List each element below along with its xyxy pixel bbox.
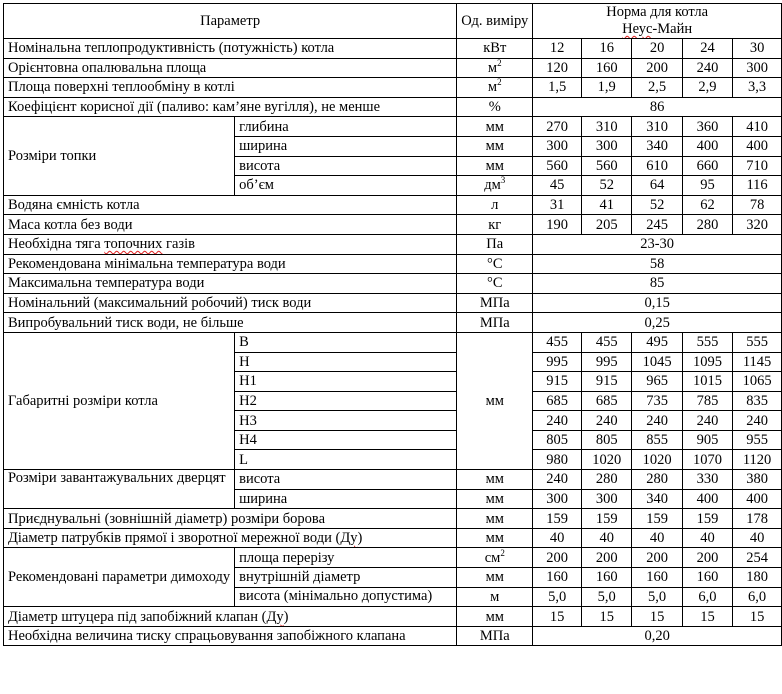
unit-cell: мм xyxy=(457,332,533,469)
value-cell: 785 xyxy=(682,391,732,411)
spellcheck-word: Ду xyxy=(340,530,358,547)
param-cell: Номінальна теплопродуктивність (потужність) котла xyxy=(4,39,457,59)
header-norm-line2 xyxy=(537,21,777,38)
param-cell: Маса котла без води xyxy=(4,215,457,235)
unit-cell: мм xyxy=(457,156,533,176)
value-cell: 40 xyxy=(733,528,782,548)
value-cell: 30 xyxy=(733,39,782,59)
param-cell-firebox: Розміри топки xyxy=(4,117,235,195)
value-cell: 160 xyxy=(582,568,632,588)
header-norm-brand: Неус xyxy=(622,21,653,37)
sub-param-cell: висота xyxy=(235,470,457,490)
value-cell: 240 xyxy=(733,411,782,431)
table-row xyxy=(4,97,782,117)
unit-cell: мм xyxy=(457,470,533,490)
value-cell: 555 xyxy=(682,332,732,352)
value-cell: 116 xyxy=(733,176,782,196)
sub-param-cell: ширина xyxy=(235,489,457,509)
merged-value-cell: 58 xyxy=(533,254,782,274)
value-cell: 610 xyxy=(632,156,682,176)
merged-value-cell: 23-30 xyxy=(533,234,782,254)
table-row xyxy=(4,509,782,529)
unit-cell: МПа xyxy=(457,313,533,333)
value-cell: 1065 xyxy=(733,372,782,392)
param-cell: Рекомендована мінімальна температура води xyxy=(4,254,457,274)
param-cell: Максимальна температура води xyxy=(4,274,457,294)
value-cell: 400 xyxy=(733,136,782,156)
value-cell: 280 xyxy=(582,470,632,490)
value-cell: 240 xyxy=(582,411,632,431)
unit-sup: 2 xyxy=(500,547,505,558)
param-cell-chimney: Рекомендовані параметри димоходу xyxy=(4,548,235,607)
sub-param-cell: H xyxy=(235,352,457,372)
header-norm-line1: Норма для котла xyxy=(606,4,709,20)
value-cell: 455 xyxy=(533,332,582,352)
value-cell: 240 xyxy=(632,411,682,431)
param-cell: Номінальний (максимальний робочий) тиск води xyxy=(4,293,457,313)
unit-cell: мм xyxy=(457,117,533,137)
param-cell: Приєднувальні (зовнішній діаметр) розміри борова xyxy=(4,509,457,529)
value-cell: 5,0 xyxy=(533,587,582,607)
value-cell: 1020 xyxy=(582,450,632,470)
unit-sup: 3 xyxy=(500,175,506,186)
unit-sup: 2 xyxy=(497,58,502,69)
unit-cell xyxy=(457,176,533,196)
value-cell: 15 xyxy=(682,607,732,627)
sub-param-cell: H3 xyxy=(235,411,457,431)
value-cell: 159 xyxy=(582,509,632,529)
value-cell: 45 xyxy=(533,176,582,196)
value-cell: 710 xyxy=(733,156,782,176)
value-cell: 1015 xyxy=(682,372,732,392)
table-row xyxy=(4,332,782,352)
unit-cell: % xyxy=(457,97,533,117)
sub-param-cell: ширина xyxy=(235,136,457,156)
unit-text: см xyxy=(484,549,501,566)
value-cell: 40 xyxy=(582,528,632,548)
value-cell: 965 xyxy=(632,372,682,392)
value-cell: 5,0 xyxy=(582,587,632,607)
value-cell: 5,0 xyxy=(632,587,682,607)
value-cell: 835 xyxy=(733,391,782,411)
param-text: газів xyxy=(162,236,196,253)
sub-param-cell: H4 xyxy=(235,430,457,450)
unit-cell: мм xyxy=(457,568,533,588)
value-cell: 280 xyxy=(682,215,732,235)
param-cell: Орієнтовна опалювальна площа xyxy=(4,58,457,78)
value-cell: 300 xyxy=(733,58,782,78)
param-cell: Необхідна величина тиску спрацьовування запобіжного клапана xyxy=(4,626,457,646)
table-row xyxy=(4,313,782,333)
value-cell: 340 xyxy=(632,489,682,509)
unit-cell: л xyxy=(457,195,533,215)
value-cell: 200 xyxy=(582,548,632,568)
sub-param-cell: висота xyxy=(235,156,457,176)
table-row xyxy=(4,548,782,568)
value-cell: 1070 xyxy=(682,450,732,470)
table-row xyxy=(4,293,782,313)
value-cell: 200 xyxy=(632,58,682,78)
table-row xyxy=(4,528,782,548)
value-cell: 31 xyxy=(533,195,582,215)
param-cell: Площа поверхні теплообміну в котлі xyxy=(4,78,457,98)
value-cell: 915 xyxy=(582,372,632,392)
table-row xyxy=(4,470,782,490)
value-cell: 159 xyxy=(533,509,582,529)
value-cell: 1095 xyxy=(682,352,732,372)
value-cell: 20 xyxy=(632,39,682,59)
unit-cell: кг xyxy=(457,215,533,235)
header-norm xyxy=(533,4,782,39)
value-cell: 160 xyxy=(533,568,582,588)
value-cell: 159 xyxy=(632,509,682,529)
value-cell: 735 xyxy=(632,391,682,411)
header-row xyxy=(4,4,782,39)
value-cell: 310 xyxy=(632,117,682,137)
value-cell: 40 xyxy=(632,528,682,548)
value-cell: 995 xyxy=(582,352,632,372)
header-norm-model: -Майн xyxy=(652,21,693,37)
value-cell: 685 xyxy=(533,391,582,411)
value-cell: 52 xyxy=(582,176,632,196)
value-cell: 16 xyxy=(582,39,632,59)
value-cell: 855 xyxy=(632,430,682,450)
sub-param-cell: H2 xyxy=(235,391,457,411)
value-cell: 6,0 xyxy=(682,587,732,607)
unit-cell: мм xyxy=(457,489,533,509)
sub-param-cell: внутрішній діаметр xyxy=(235,568,457,588)
value-cell: 40 xyxy=(682,528,732,548)
value-cell: 300 xyxy=(582,489,632,509)
value-cell: 400 xyxy=(733,489,782,509)
value-cell: 254 xyxy=(733,548,782,568)
value-cell: 400 xyxy=(682,136,732,156)
param-text: Необхідна тяга xyxy=(8,236,105,253)
table-row xyxy=(4,195,782,215)
value-cell: 240 xyxy=(533,411,582,431)
header-parameter: Параметр xyxy=(4,4,457,39)
value-cell: 15 xyxy=(632,607,682,627)
unit-cell: мм xyxy=(457,607,533,627)
param-cell xyxy=(4,607,457,627)
unit-sup: 2 xyxy=(497,77,502,88)
value-cell: 915 xyxy=(533,372,582,392)
value-cell: 955 xyxy=(733,430,782,450)
value-cell: 1145 xyxy=(733,352,782,372)
table-row xyxy=(4,117,782,137)
table-row xyxy=(4,39,782,59)
sub-param-cell: площа перерізу xyxy=(235,548,457,568)
value-cell: 1,9 xyxy=(582,78,632,98)
param-cell: Коефіцієнт корисної дії (паливо: кам’яне вугілля), не менше xyxy=(4,97,457,117)
value-cell: 560 xyxy=(582,156,632,176)
spellcheck-word: топочних xyxy=(104,236,163,253)
value-cell: 245 xyxy=(632,215,682,235)
value-cell: 190 xyxy=(533,215,582,235)
unit-text: м xyxy=(487,59,498,76)
value-cell: 52 xyxy=(632,195,682,215)
sub-param-cell: глибина xyxy=(235,117,457,137)
value-cell: 560 xyxy=(533,156,582,176)
table-row xyxy=(4,254,782,274)
value-cell: 410 xyxy=(733,117,782,137)
value-cell: 62 xyxy=(682,195,732,215)
value-cell: 160 xyxy=(632,568,682,588)
param-cell xyxy=(4,234,457,254)
sub-param-cell: об’єм xyxy=(235,176,457,196)
param-text: ) xyxy=(357,530,363,547)
sub-param-cell: H1 xyxy=(235,372,457,392)
value-cell: 555 xyxy=(733,332,782,352)
unit-cell xyxy=(457,548,533,568)
value-cell: 240 xyxy=(682,58,732,78)
value-cell: 41 xyxy=(582,195,632,215)
table-row xyxy=(4,274,782,294)
value-cell: 320 xyxy=(733,215,782,235)
boiler-spec-table xyxy=(3,3,782,646)
value-cell: 15 xyxy=(582,607,632,627)
value-cell: 120 xyxy=(533,58,582,78)
value-cell: 1120 xyxy=(733,450,782,470)
unit-cell: МПа xyxy=(457,626,533,646)
unit-cell: °С xyxy=(457,254,533,274)
value-cell: 300 xyxy=(533,136,582,156)
value-cell: 1020 xyxy=(632,450,682,470)
sub-param-cell: B xyxy=(235,332,457,352)
merged-value-cell: 0,20 xyxy=(533,626,782,646)
value-cell: 310 xyxy=(582,117,632,137)
value-cell: 805 xyxy=(533,430,582,450)
unit-text: дм xyxy=(484,177,501,194)
value-cell: 400 xyxy=(682,489,732,509)
value-cell: 40 xyxy=(533,528,582,548)
value-cell: 2,5 xyxy=(632,78,682,98)
value-cell: 270 xyxy=(533,117,582,137)
param-text: Діаметр патрубків прямої і зворотної мережної води ( xyxy=(8,530,341,547)
value-cell: 2,9 xyxy=(682,78,732,98)
table-row xyxy=(4,78,782,98)
value-cell: 980 xyxy=(533,450,582,470)
value-cell: 300 xyxy=(533,489,582,509)
value-cell: 200 xyxy=(682,548,732,568)
merged-value-cell: 85 xyxy=(533,274,782,294)
value-cell: 6,0 xyxy=(733,587,782,607)
value-cell: 1045 xyxy=(632,352,682,372)
unit-text: м xyxy=(487,79,498,96)
unit-cell: Па xyxy=(457,234,533,254)
value-cell: 660 xyxy=(682,156,732,176)
value-cell: 905 xyxy=(682,430,732,450)
header-unit: Од. виміру xyxy=(457,4,533,39)
value-cell: 995 xyxy=(533,352,582,372)
value-cell: 95 xyxy=(682,176,732,196)
value-cell: 200 xyxy=(533,548,582,568)
param-cell: Випробувальний тиск води, не більше xyxy=(4,313,457,333)
param-text: Діаметр штуцера під запобіжний клапан ( xyxy=(8,608,267,625)
value-cell: 159 xyxy=(682,509,732,529)
param-text: ) xyxy=(283,608,289,625)
value-cell: 78 xyxy=(733,195,782,215)
table-row xyxy=(4,215,782,235)
value-cell: 240 xyxy=(533,470,582,490)
value-cell: 180 xyxy=(733,568,782,588)
value-cell: 360 xyxy=(682,117,732,137)
merged-value-cell: 0,15 xyxy=(533,293,782,313)
unit-cell: мм xyxy=(457,136,533,156)
merged-value-cell: 86 xyxy=(533,97,782,117)
value-cell: 380 xyxy=(733,470,782,490)
spellcheck-word: Ду xyxy=(266,608,284,625)
value-cell: 300 xyxy=(582,136,632,156)
value-cell: 805 xyxy=(582,430,632,450)
value-cell: 160 xyxy=(582,58,632,78)
value-cell: 1,5 xyxy=(533,78,582,98)
value-cell: 685 xyxy=(582,391,632,411)
unit-cell: мм xyxy=(457,509,533,529)
unit-cell xyxy=(457,78,533,98)
param-cell-dimensions: Габаритні розміри котла xyxy=(4,332,235,469)
value-cell: 64 xyxy=(632,176,682,196)
param-cell-door: Розміри завантажувальних дверцят xyxy=(4,470,235,509)
value-cell: 200 xyxy=(632,548,682,568)
table-row xyxy=(4,58,782,78)
unit-cell: °С xyxy=(457,274,533,294)
value-cell: 240 xyxy=(682,411,732,431)
value-cell: 330 xyxy=(682,470,732,490)
value-cell: 15 xyxy=(533,607,582,627)
value-cell: 340 xyxy=(632,136,682,156)
unit-cell: кВт xyxy=(457,39,533,59)
table-row xyxy=(4,607,782,627)
value-cell: 3,3 xyxy=(733,78,782,98)
value-cell: 280 xyxy=(632,470,682,490)
value-cell: 495 xyxy=(632,332,682,352)
param-cell: Водяна ємність котла xyxy=(4,195,457,215)
value-cell: 24 xyxy=(682,39,732,59)
table-row xyxy=(4,234,782,254)
table-row xyxy=(4,626,782,646)
sub-param-cell: висота (мінімально допустима) xyxy=(235,587,457,607)
unit-cell: мм xyxy=(457,528,533,548)
value-cell: 12 xyxy=(533,39,582,59)
value-cell: 15 xyxy=(733,607,782,627)
value-cell: 178 xyxy=(733,509,782,529)
value-cell: 160 xyxy=(682,568,732,588)
value-cell: 205 xyxy=(582,215,632,235)
unit-cell: МПа xyxy=(457,293,533,313)
value-cell: 455 xyxy=(582,332,632,352)
sub-param-cell: L xyxy=(235,450,457,470)
unit-cell xyxy=(457,58,533,78)
param-cell xyxy=(4,528,457,548)
merged-value-cell: 0,25 xyxy=(533,313,782,333)
unit-cell: м xyxy=(457,587,533,607)
